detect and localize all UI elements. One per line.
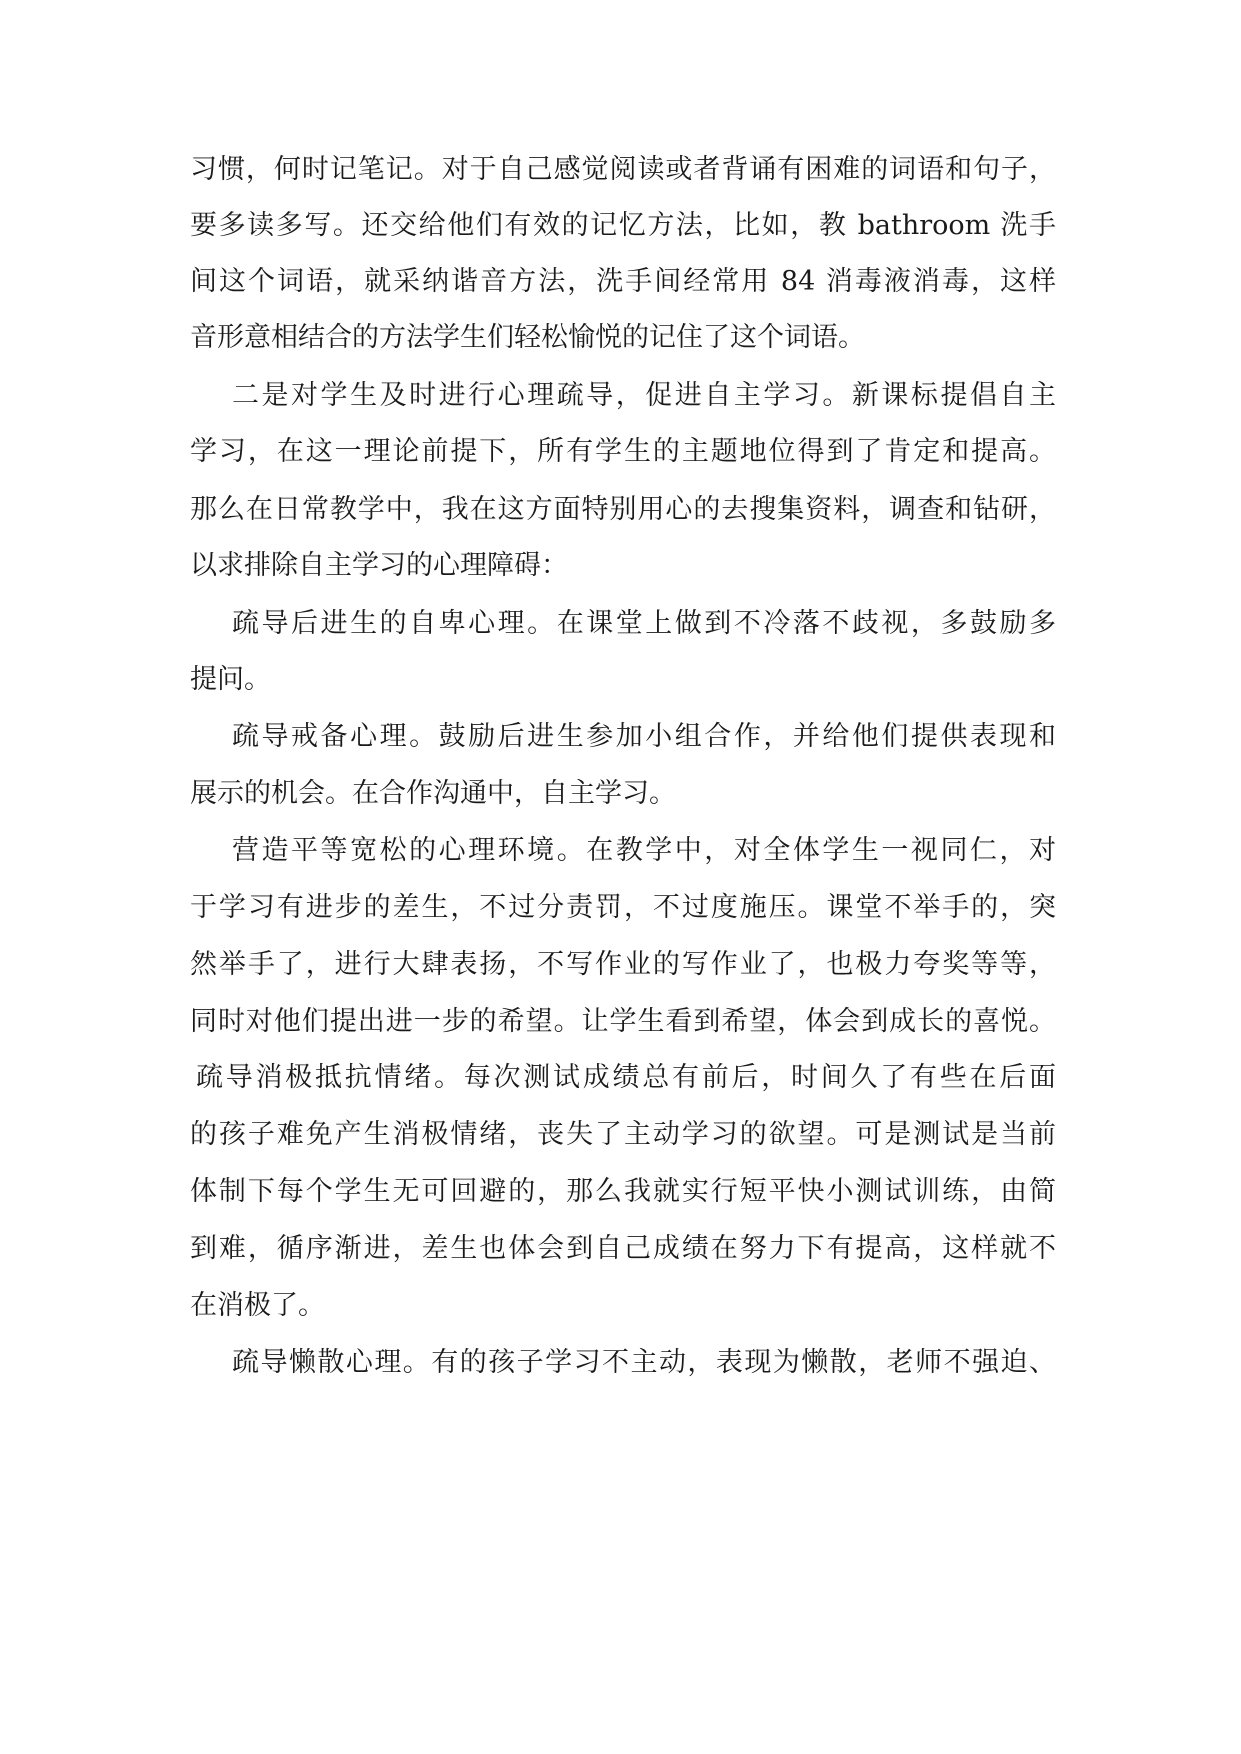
- paragraph-line: 学习，在这一理论前提下，所有学生的主题地位得到了肯定和提高。: [190, 436, 1056, 467]
- paragraph-line: 的孩子难免产生消极情绪，丧失了主动学习的欲望。可是测试是当前: [190, 1119, 1056, 1150]
- paragraph-line: 以求排除自主学习的心理障碍：: [190, 550, 568, 581]
- paragraph-line: 展示的机会。在合作沟通中，自主学习。: [190, 778, 676, 809]
- paragraph-line: 于学习有进步的差生，不过分责罚，不过度施压。课堂不举手的，突: [190, 892, 1056, 923]
- paragraph-line: 到难，循序渐进，差生也体会到自己成绩在努力下有提高，这样就不: [190, 1233, 1056, 1264]
- paragraph-line: 疏导戒备心理。鼓励后进生参加小组合作，并给他们提供表现和: [232, 721, 1056, 752]
- paragraph-line: 习惯，何时记笔记。对于自己感觉阅读或者背诵有困难的词语和句子，: [190, 154, 1056, 185]
- paragraph-line: 二是对学生及时进行心理疏导，促进自主学习。新课标提倡自主: [232, 380, 1056, 411]
- paragraph-line: 疏导懒散心理。有的孩子学习不主动，表现为懒散，老师不强迫、: [232, 1347, 1056, 1378]
- paragraph-line: 音形意相结合的方法学生们轻松愉悦的记住了这个词语。: [190, 322, 865, 353]
- paragraph-line: 要多读多写。还交给他们有效的记忆方法，比如，教 bathroom 洗手: [190, 210, 1056, 241]
- paragraph-line: 同时对他们提出进一步的希望。让学生看到希望，体会到成长的喜悦。: [190, 1006, 1056, 1037]
- paragraph-line: 在消极了。: [190, 1290, 325, 1321]
- paragraph-line: 疏导消极抵抗情绪。每次测试成绩总有前后，时间久了有些在后面: [196, 1062, 1056, 1093]
- paragraph-line: 疏导后进生的自卑心理。在课堂上做到不冷落不歧视，多鼓励多: [232, 608, 1056, 639]
- paragraph-line: 体制下每个学生无可回避的，那么我就实行短平快小测试训练，由简: [190, 1176, 1056, 1207]
- paragraph-line: 然举手了，进行大肆表扬，不写作业的写作业了，也极力夸奖等等，: [190, 949, 1056, 980]
- paragraph-line: 那么在日常教学中，我在这方面特别用心的去搜集资料，调查和钻研，: [190, 494, 1056, 525]
- paragraph-line: 提问。: [190, 664, 271, 695]
- paragraph-line: 营造平等宽松的心理环境。在教学中，对全体学生一视同仁，对: [232, 835, 1056, 866]
- paragraph-line: 间这个词语，就采纳谐音方法，洗手间经常用 84 消毒液消毒，这样: [190, 266, 1056, 297]
